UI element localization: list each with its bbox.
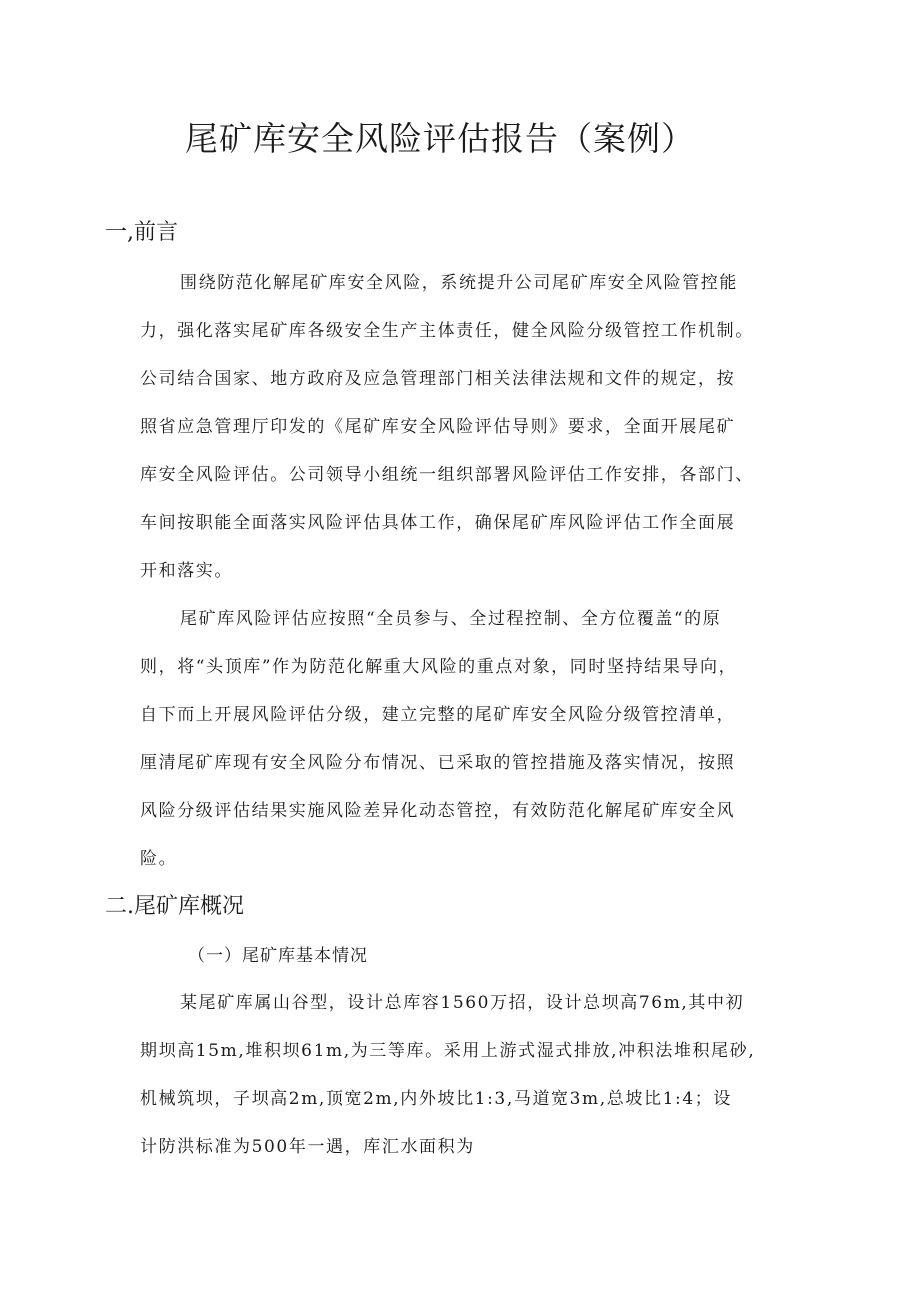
text-line: 厘清尾矿库现有安全风险分布情况、已采取的管控措施及落实情况，按照 <box>140 753 736 773</box>
text-line: 力，强化落实尾矿库各级安全生产主体责任，健全风险分级管控工作机制。 <box>140 321 754 341</box>
text-line: 期坝高15m,堆积坝61m,为三等库。采用上游式湿式排放,冲积法堆积尾砂, <box>140 1041 756 1061</box>
text-line: 计防洪标准为500年一遇，库汇水面积为 <box>140 1137 475 1157</box>
text-line: 则，将“头顶库”作为防范化解重大风险的重点对象，同时坚持结果导向， <box>140 657 738 677</box>
text-line: 照省应急管理厅印发的《尾矿库安全风险评估导则》要求，全面开展尾矿 <box>140 417 736 437</box>
text-line: 公司结合国家、地方政府及应急管理部门相关法律法规和文件的规定，按 <box>140 369 736 389</box>
text-line: 自下而上开展风险评估分级，建立完整的尾矿库安全风险分级管控清单， <box>140 705 736 725</box>
text-line: 某尾矿库属山谷型，设计总库容1560万招，设计总坝高76m,其中初 <box>180 993 745 1013</box>
document-title: 尾矿库安全风险评估报告（案例） <box>185 119 695 158</box>
section-heading-preface: 一,前言 <box>105 220 178 245</box>
text-line: 险。 <box>140 849 178 869</box>
text-line: 风险分级评估结果实施风险差异化动态管控，有效防范化解尾矿库安全风 <box>140 801 736 821</box>
text-line: 机械筑坝，子坝高2m,顶宽2m,内外坡比1:3,马道宽3m,总坡比1:4；设 <box>140 1089 732 1109</box>
text-line: 开和落实。 <box>140 561 233 581</box>
text-line: 库安全风险评估。公司领导小组统一组织部署风险评估工作安排，各部门、 <box>140 465 754 485</box>
text-line: 围绕防范化解尾矿库安全风险，系统提升公司尾矿库安全风险管控能 <box>180 273 738 293</box>
text-line: 车间按职能全面落实风险评估具体工作，确保尾矿库风险评估工作全面展 <box>140 513 736 533</box>
section-heading-overview: 二.尾矿库概况 <box>105 894 244 919</box>
subsection-heading-basic-info: （一）尾矿库基本情况 <box>188 946 368 966</box>
text-line: 尾矿库风险评估应按照“全员参与、全过程控制、全方位覆盖“的原 <box>180 609 722 629</box>
